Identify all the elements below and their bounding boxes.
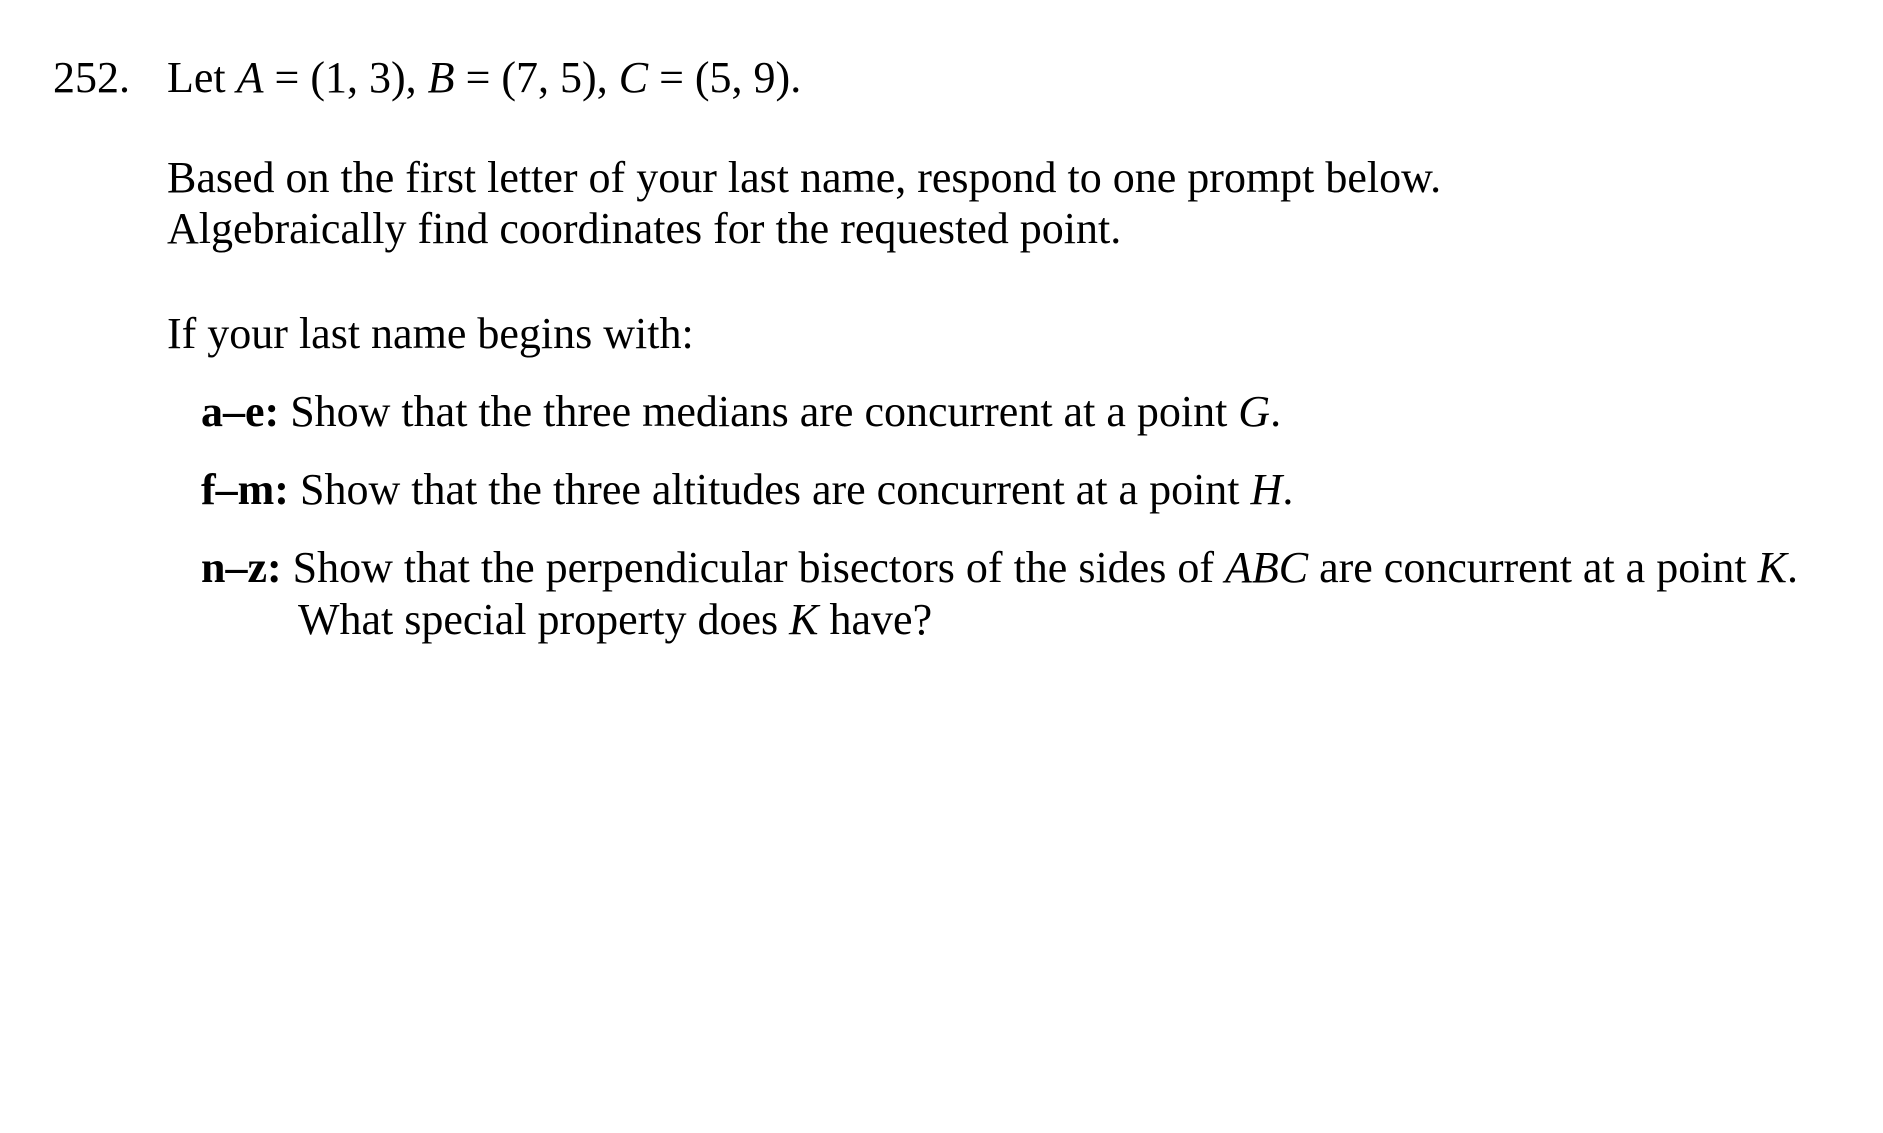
- prompt-altitudes: [201, 464, 1293, 516]
- prompt-text: Show that the three medians are concurrent at a point: [279, 387, 1239, 436]
- problem-setup: [167, 50, 801, 106]
- prompt-end: .: [1787, 543, 1799, 592]
- prompt-continuation: [201, 594, 1798, 646]
- point-c-coords: (5, 9): [694, 53, 791, 102]
- point-b-sep: ,: [596, 53, 619, 102]
- problem-number: 252.: [53, 53, 130, 102]
- prompt-text-a: Show that the perpendicular bisectors of the sides of: [281, 543, 1225, 592]
- point-c-sep: .: [790, 53, 802, 102]
- prompt-perpendicular-bisectors: [201, 542, 1798, 646]
- prompt-point-k: K: [1757, 543, 1788, 592]
- let-text: Let: [167, 53, 237, 102]
- instructions: [167, 152, 1441, 254]
- prompt-range-n-z: n–z:: [201, 543, 282, 592]
- prompt-point-g: G: [1238, 387, 1271, 436]
- prompt-triangle-abc: ABC: [1224, 543, 1309, 592]
- point-a-name: A: [236, 53, 264, 102]
- prompt-end: .: [1282, 465, 1294, 514]
- instruction-line-2: Algebraically find coordinates for the requested point.: [167, 204, 1122, 253]
- point-a-eq: =: [263, 53, 311, 102]
- prompt-cont-a: What special property does: [298, 595, 790, 644]
- prompt-range-f-m: f–m:: [201, 465, 289, 514]
- prompt-text-b: are concurrent at a point: [1308, 543, 1758, 592]
- prompt-end: .: [1270, 387, 1282, 436]
- point-a-coords: (1, 3): [310, 53, 406, 102]
- point-c-name: C: [618, 53, 649, 102]
- prompt-point-h: H: [1250, 465, 1283, 514]
- point-b-name: B: [427, 53, 455, 102]
- prompt-text: Show that the three altitudes are concurrent at a point: [288, 465, 1251, 514]
- prompt-medians: [201, 386, 1281, 438]
- point-a-sep: ,: [405, 53, 428, 102]
- prompt-range-a-e: a–e:: [201, 387, 280, 436]
- point-b-eq: =: [454, 53, 502, 102]
- instruction-line-1: Based on the first letter of your last name, respond to one prompt below.: [167, 153, 1442, 202]
- prompt-cont-b: have?: [818, 595, 933, 644]
- prompt-cont-point-k: K: [789, 595, 819, 644]
- point-c-eq: =: [648, 53, 695, 102]
- condition-intro: If your last name begins with:: [167, 309, 694, 358]
- point-b-coords: (7, 5): [501, 53, 597, 102]
